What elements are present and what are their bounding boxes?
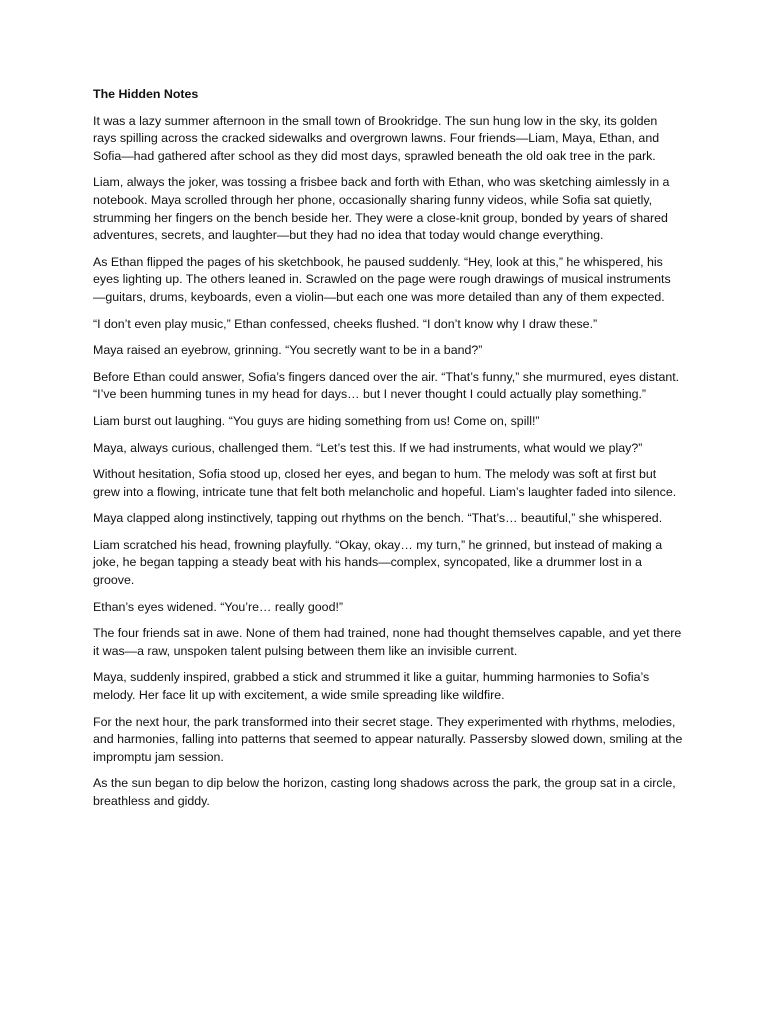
paragraph: Without hesitation, Sofia stood up, closed her eyes, and began to hum. The melody was soft at first but grew into a flowing, intricate tune that felt both melancholic and hopeful. Liam’s laughter faded into silence. (93, 467, 677, 499)
paragraph: Liam, always the joker, was tossing a frisbee back and forth with Ethan, who was sketching aimlessly in a notebook. Maya scrolled through her phone, occasionally sharing funny videos, while Sofia sat quietly, strumming her fingers on the bench beside her. They were a close-knit group, bonded by years of shared adventures, secrets, and laughter—but they had no idea that today would change everything. (93, 175, 670, 243)
paragraph: Maya, suddenly inspired, grabbed a stick and strummed it like a guitar, humming harmonies to Sofia’s melody. Her face lit up with excitement, a wide smile spreading like wildfire. (93, 670, 650, 703)
document-title: The Hidden Notes (93, 87, 199, 101)
paragraph: As the sun began to dip below the horizon, casting long shadows across the park, the group sat in a circle, breathless and giddy. (93, 776, 676, 808)
paragraph: Maya raised an eyebrow, grinning. “You secretly want to be in a band?” (93, 343, 483, 358)
paragraph: Maya, always curious, challenged them. “Let’s test this. If we had instruments, what would we play?” (93, 440, 643, 455)
paragraph: Liam scratched his head, frowning playfully. “Okay, okay… my turn,” he grinned, but instead of making a joke, he began tapping a steady beat with his hands—complex, syncopated, like a drummer lost in a groove. (93, 537, 663, 588)
paragraph: As Ethan flipped the pages of his sketchbook, he paused suddenly. “Hey, look at this,” he whispered, his eyes lighting up. The others leaned in. Scrawled on the page were rough drawings of musical instruments—guitars, drums, keyboards, even a violin—but each one was more detailed than any of them expected. (93, 254, 671, 304)
paragraph: Ethan’s eyes widened. “You’re… really good!” (93, 599, 344, 614)
paragraph: For the next hour, the park transformed into their secret stage. They experimented with rhythms, melodies, and harmonies, falling into patterns that seemed to appear naturally. Passersby slowed down, smiling at the impromptu jam session. (93, 714, 683, 764)
paragraph: Maya clapped along instinctively, tapping out rhythms on the bench. “That’s… beautiful,” she whispered. (93, 511, 663, 526)
paragraph: The four friends sat in awe. None of them had trained, none had thought themselves capable, and yet there it was—a raw, unspoken talent pulsing between them like an invisible current. (93, 626, 682, 658)
paragraph: Liam burst out laughing. “You guys are hiding something from us! Come on, spill!” (93, 413, 540, 428)
paragraph: “I don’t even play music,” Ethan confessed, cheeks flushed. “I don’t know why I draw these.” (93, 316, 598, 331)
paragraph: It was a lazy summer afternoon in the small town of Brookridge. The sun hung low in the sky, its golden rays spilling across the cracked sidewalks and overgrown lawns. Four friends—Liam, Maya, Ethan, and Sofia—had gathered after school as they did most days, sprawled beneath the old oak tree in the park. (93, 113, 660, 163)
document-page (93, 86, 683, 820)
paragraph: Before Ethan could answer, Sofia’s fingers danced over the air. “That’s funny,” she murmured, eyes distant. “I’ve been humming tunes in my head for days… but I never thought I could actually play something.” (93, 369, 680, 402)
